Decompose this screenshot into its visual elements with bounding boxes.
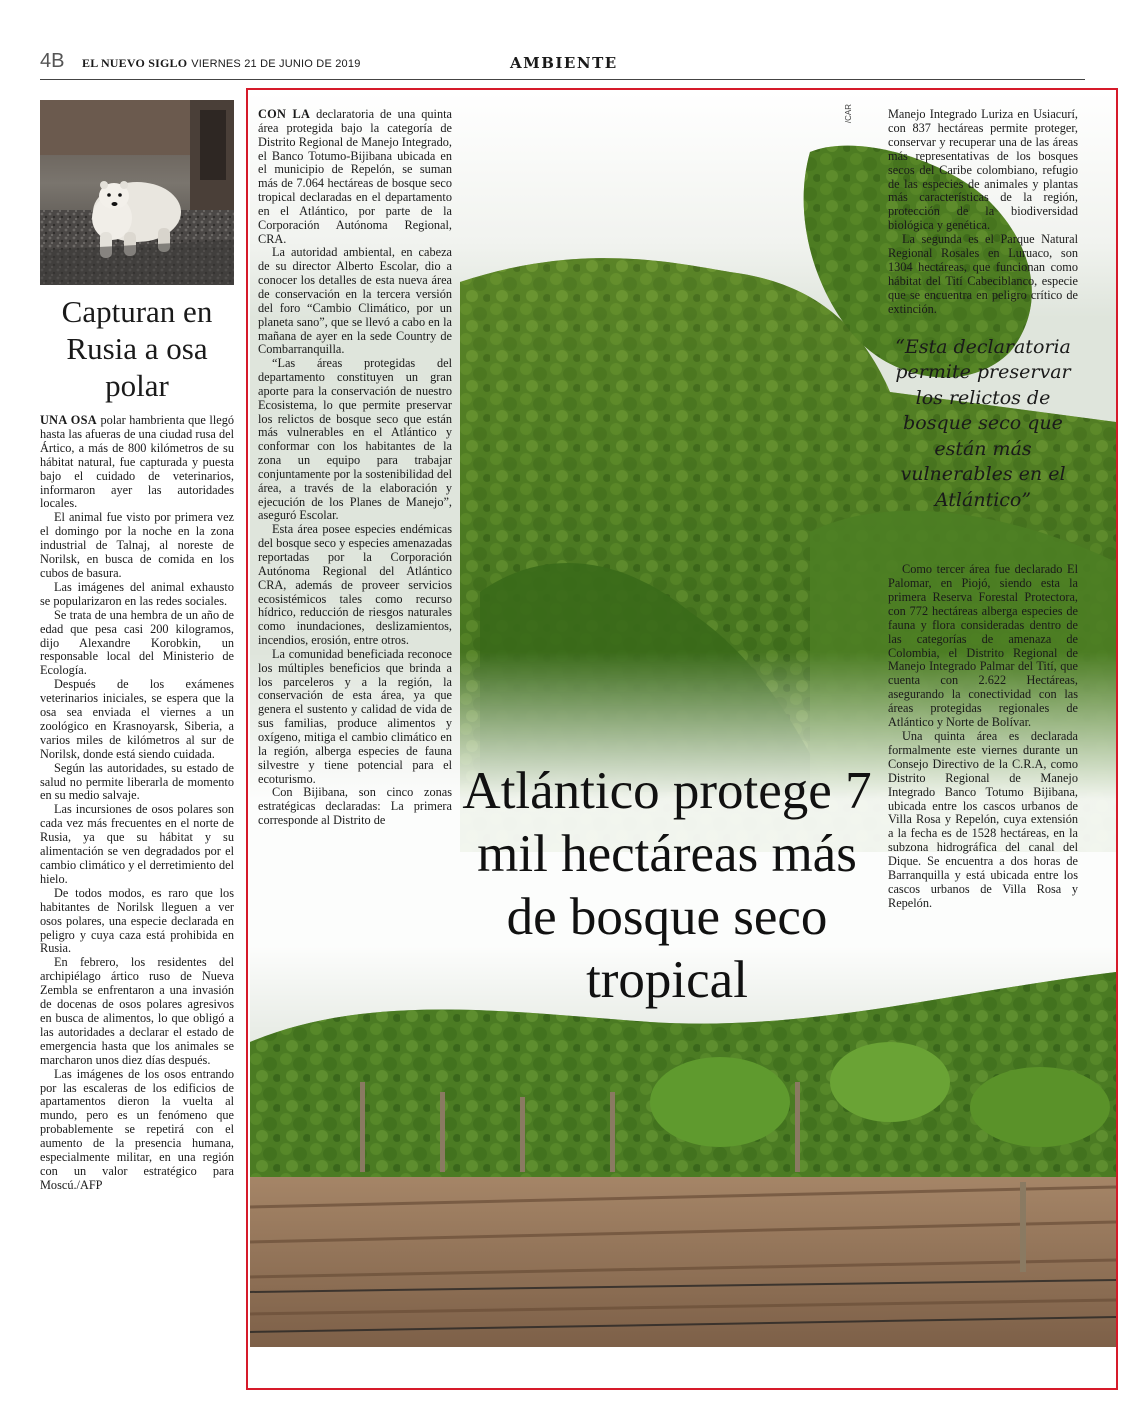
polar-bear-body [40,414,234,1193]
newspaper-masthead [82,56,361,71]
paragraph: Las imágenes del animal exhausto se popularizaron en las redes sociales. [40,579,234,608]
main-story-body-2 [888,108,1078,317]
pull-quote: “Esta declaratoria permite preservar los relictos de bosque seco que están más vulnerables en el Atlántico” [895,335,1071,511]
lead-in: CON LA [258,107,311,121]
page-number: 4B [40,50,65,72]
main-story-body-3 [888,563,1078,911]
paragraph: De todos modos, es raro que los habitantes de Norilsk lleguen a ver osos polares, una especie declarada en peligro y cuya caza está prohibida en Rusia. [40,885,234,956]
main-story-body-1 [258,108,452,828]
paragraph: CON LA declaratoria de una quinta área protegida bajo la categoría de Distrito Regional de Manejo Integrado, el Banco Totumo-Bijibana ubicada en el municipio de Repelón, se suman más de 7.064 hectáreas de bosque seco tropical declaradas en el departamento en el Atlántico, por parte de la Corporación Autónoma Regional, CRA. [258,107,452,246]
issue-date: VIERNES 21 DE JUNIO DE 2019 [191,58,361,70]
paragraph: UNA OSA polar hambrienta que llegó hasta las afueras de una ciudad rusa del Ártico, a más de 800 kilómetros de su hábitat natural, fue capturada y puesta bajo el cuidado de veterinarios, informaron ayer las autoridades locales. [40,413,234,511]
paragraph: La segunda es el Parque Natural Regional Rosales en Luruaco, son 1304 hectáreas, que funcionan como hábitat del Tití Cabeciblanco, especie que se encuentra en peligro crítico de extinción. [888,232,1078,316]
paragraph: Después de los exámenes veterinarios iniciales, se espera que la osa sea enviada el viernes a un zoológico en Krasnoyarsk, Siberia, a varios miles de kilómetros al sur de Norilsk, donde está siendo cuidada. [40,677,234,761]
paragraph: La comunidad beneficiada reconoce los múltiples beneficios que brinda a los parceleros y a la región, la conservación de esta área, ya que genera el sustento y calidad de vida de sus familias, produce alimentos y oxígeno, mitiga el cambio climático en la región, alberga especies de fauna silvestre y tiene potencial para el ecoturismo. [258,646,452,786]
page-header [40,46,1085,80]
section-title: AMBIENTE [510,54,618,72]
paragraph: Esta área posee especies endémicas del bosque seco y especies amenazadas reportadas por la Corporación Autónoma Regional del Atlántico CRA, además de proveer servicios ecosistémicos tales como recurso hídrico, reducción de riesgos naturales como inundaciones, deslizamientos, incendios, erosión, entre otros. [258,522,452,648]
main-story-column-2 [888,108,1078,911]
paragraph: Se trata de una hembra de un año de edad que pesa casi 200 kilogramos, dijo Alexandre Korobkin, un responsable local del Ministerio de Ecología. [40,607,234,678]
main-headline: Atlántico protege 7 mil hectáreas más de bosque seco tropical [462,762,872,1009]
paragraph: Las imágenes de los osos entrando por las escaleras de los edificios de apartamentos dieron la vuelta al mundo, pero es un fenómeno que probablemente se repetirá con el aumento de la presencia humana, especialmente militar, en una región con un valor estratégico para Moscú./AFP [40,1066,234,1192]
polar-bear-headline: Capturan en Rusia a osa polar [61,294,213,403]
paragraph: La autoridad ambiental, en cabeza de su director Alberto Escolar, dio a conocer los detalles de esta nueva área de conservación en la tercera versión del foro “Cambio Climático, por un planeta sano”, que se llevó a cabo en la mañana de ayer en la sede Country de Combarranquilla. [258,245,452,357]
lead-in: UNA OSA [40,413,97,427]
paragraph: En febrero, los residentes del archipiélago ártico ruso de Nueva Zembla se enfrentaron a una invasión de docenas de osos polares agresivos en busca de alimentos, lo que obligó a las autoridades a declarar el estado de emergencia hasta que los animales se marcharon unos diez días después. [40,955,234,1067]
photo-credit: /CAR [844,104,853,124]
polar-bear-photo [40,100,234,285]
paragraph: Como tercer área fue declarado El Palomar, en Piojó, siendo esta la primera Reserva Forestal Protectora, con 772 hectáreas alberga especies de fauna y flora consideradas dentro de las categorías de amenaza de Colombia, el Distrito Regional de Manejo Integrado Palmar del Tití, que cuenta con 2.622 Hectáreas, asegurando la conectividad con las áreas protegidas regionales de Atlántico y Norte de Bolívar. [888,562,1078,730]
paragraph: Manejo Integrado Luriza en Usiacurí, con 837 hectáreas permite proteger, conservar y recuperar una de las áreas más representativas de los bosques secos del Caribe colombiano, refugio de las especies de animales y plantas más características de la región, protección de la biodiversidad biológica y genética. [888,107,1078,233]
paragraph: “Las áreas protegidas del departamento constituyen un gran aporte para la conservación de nuestro Ecosistema, lo que permite preservar los relictos de bosque seco que están más vulnerables en el Atlántico y conformar con los habitantes de la zona un equipo para trabajar conjuntamente por la sostenibilidad del área, a través de la elaboración y ejecución de los Planes de Manejo”, aseguró Escolar. [258,356,452,523]
paragraph: Las incursiones de osos polares son cada vez más frecuentes en el norte de Rusia, ya que su hábitat y su alimentación se ven degradados por el cambio climático y el derretimiento del hielo. [40,802,234,886]
paragraph: Una quinta área es declarada formalmente este viernes durante un Consejo Directivo de la C.R.A, como Distrito Regional de Manejo Integrado Banco Totumo Bijibana, ubicada entre los cascos urbanos de Villa Rosa y Repelón, cuya extensión a la fecha es de 1528 hectáreas, en la subzona hidrográfica del canal del Dique. Se encuentra a dos horas de Barranquilla y está ubicada entre los cascos urbanos de Villa Rosa y Repelón. [888,728,1078,910]
paragraph: El animal fue visto por primera vez el domingo por la noche en la zona industrial de Talnaj, al noreste de Norilsk, en busca de comida en los cubos de basura. [40,510,234,580]
paragraph: Según las autoridades, su estado de salud no permite liberarla de momento en su medio salvaje. [40,760,234,803]
paragraph: Con Bijibana, son cinco zonas estratégicas declaradas: La primera corresponde al Distrito de [258,785,452,828]
polar-bear-story [40,100,234,1345]
main-story-column-1 [258,108,452,828]
newspaper-name: EL NUEVO SIGLO [82,56,188,70]
